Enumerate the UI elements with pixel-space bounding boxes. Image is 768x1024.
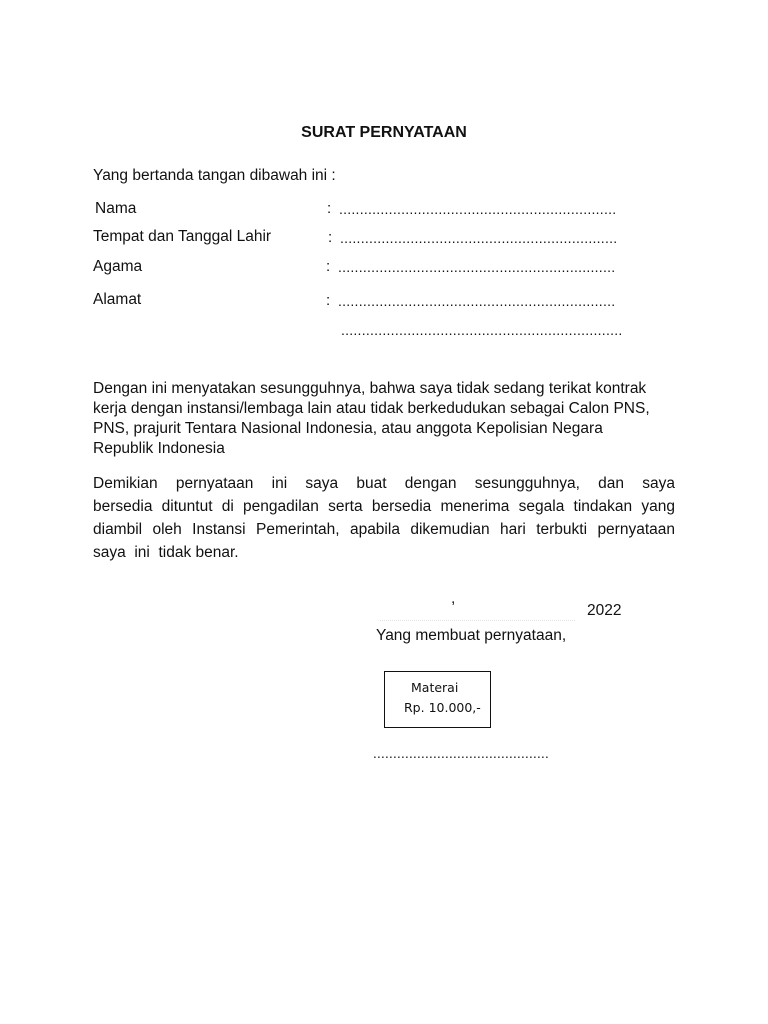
- date-fill-line: [380, 620, 575, 621]
- date-comma: ,: [451, 590, 456, 607]
- signature-line: ............................................: [373, 746, 550, 761]
- field-colon: :: [327, 200, 332, 217]
- closing-line: bersedia dituntut di pengadilan serta bersedia menerima segala tindakan yang: [93, 498, 675, 515]
- field-label-agama: Agama: [93, 258, 143, 275]
- date-year: 2022: [587, 602, 622, 619]
- stamp-amount: Rp. 10.000,-: [404, 700, 481, 715]
- statement-line: Republik Indonesia: [93, 440, 225, 457]
- signer-label: Yang membuat pernyataan,: [376, 627, 567, 644]
- closing-line: diambil oleh Instansi Pemerintah, apabila dikemudian hari terbukti pernyataan: [93, 521, 675, 538]
- intro-text: Yang bertanda tangan dibawah ini :: [93, 167, 336, 184]
- statement-paragraph: [93, 379, 693, 459]
- closing-line: Demikian pernyataan ini saya buat dengan sesungguhnya, dan saya: [93, 475, 675, 492]
- statement-line: PNS, prajurit Tentara Nasional Indonesia, atau anggota Kepolisian Negara: [93, 420, 603, 437]
- stamp-label: Materai: [411, 680, 459, 695]
- statement-line: Dengan ini menyatakan sesungguhnya, bahwa saya tidak sedang terikat kontrak: [93, 380, 647, 397]
- statement-line: kerja dengan instansi/lembaga lain atau tidak berkedudukan sebagai Calon PNS,: [93, 400, 650, 417]
- stamp-box: [384, 671, 491, 728]
- field-colon: :: [326, 258, 331, 275]
- closing-line: saya ini tidak benar.: [93, 544, 239, 561]
- field-colon: :: [326, 292, 331, 309]
- field-colon: :: [328, 229, 333, 246]
- field-dots-ttl: ...................................................................: [340, 230, 618, 246]
- field-label-nama: Nama: [95, 200, 137, 217]
- closing-paragraph: [93, 472, 675, 564]
- field-dots-agama: ...................................................................: [338, 259, 616, 275]
- document-title: SURAT PERNYATAAN: [301, 124, 467, 141]
- field-label-ttl: Tempat dan Tanggal Lahir: [93, 228, 272, 245]
- field-dots-alamat: ...................................................................: [338, 293, 616, 309]
- address-continuation-dots: ....................................................................: [341, 322, 623, 338]
- field-label-alamat: Alamat: [93, 291, 142, 308]
- field-dots-nama: ...................................................................: [339, 201, 617, 217]
